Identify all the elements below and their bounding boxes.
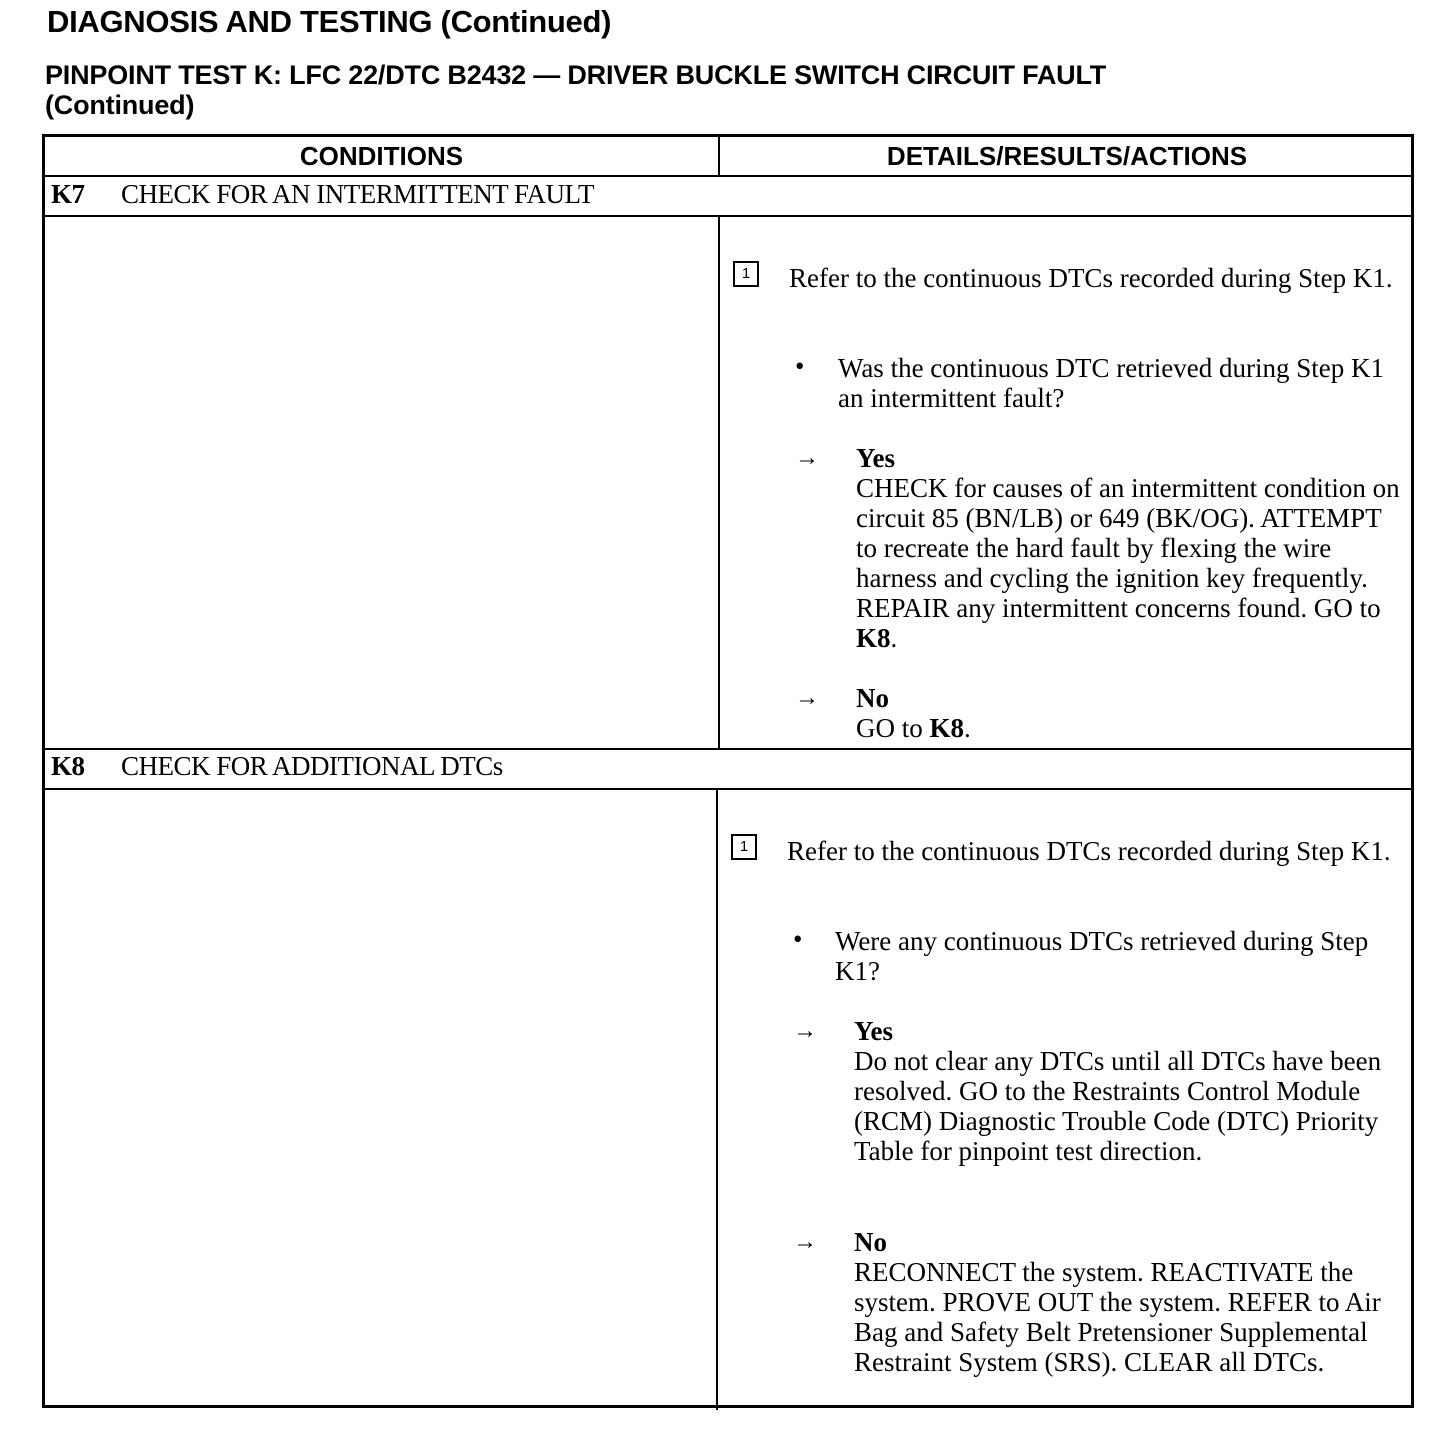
- step-header-k7: [51, 179, 594, 210]
- column-header-conditions: CONDITIONS: [299, 141, 464, 171]
- bullet-icon: •: [795, 351, 805, 381]
- outcome-end: .: [964, 713, 971, 743]
- step-code: K7: [51, 179, 85, 209]
- outcome-text: Do not clear any DTCs until all DTCs have been resolved. GO to the Restraints Control Module (RCM) Diagnostic Trouble Code (DTC) Priority Table for pinpoint test direction.: [854, 1046, 1382, 1166]
- outcome-no: [854, 1227, 1399, 1377]
- step-code: K8: [51, 751, 85, 781]
- column-header-details: DETAILS/RESULTS/ACTIONS: [886, 141, 1248, 171]
- outcome-yes: [854, 1016, 1399, 1166]
- step-instruction: Refer to the continuous DTCs recorded during Step K1.: [787, 836, 1391, 866]
- page-title: DIAGNOSIS AND TESTING (Continued): [47, 4, 612, 39]
- outcome-label: Yes: [856, 443, 895, 473]
- outcome-end: .: [890, 623, 898, 653]
- arrow-icon: →: [793, 1229, 817, 1255]
- goto-step: K8: [929, 713, 965, 743]
- step-header-k8: [51, 751, 503, 782]
- outcome-label: Yes: [854, 1016, 893, 1046]
- outcome-label: No: [854, 1227, 887, 1257]
- arrow-icon: →: [795, 685, 819, 711]
- outcome-text: CHECK for causes of an intermittent condition on circuit 85 (BN/LB) or 649 (BK/OG). ATTEMPT to recreate the hard fault by flexing the wire harness and cycling the ignition key frequently. REPAIR any intermittent concerns found. GO to: [856, 473, 1400, 623]
- table-divider: [45, 788, 1411, 790]
- step-instruction: Refer to the continuous DTCs recorded during Step K1.: [789, 263, 1393, 293]
- outcome-yes: [856, 443, 1401, 653]
- outcome-label: No: [856, 683, 889, 713]
- table-divider: [45, 215, 1411, 217]
- outcome-text: RECONNECT the system. REACTIVATE the system. PROVE OUT the system. REFER to Air Bag and Safety Belt Pretensioner Supplemental Restraint System (SRS). CLEAR all DTCs.: [854, 1257, 1381, 1377]
- arrow-icon: →: [793, 1018, 817, 1044]
- arrow-icon: →: [795, 445, 819, 471]
- column-divider: [718, 217, 720, 749]
- test-title-line2: (Continued): [45, 90, 195, 120]
- step-question: Was the continuous DTC retrieved during Step K1 an intermittent fault?: [838, 353, 1384, 413]
- diagnosis-table: [42, 134, 1414, 1408]
- table-divider: [45, 175, 1411, 177]
- test-title-line1: PINPOINT TEST K: LFC 22/DTC B2432 — DRIVER BUCKLE SWITCH CIRCUIT FAULT: [45, 60, 1107, 90]
- step-number-box: 1: [731, 834, 757, 860]
- step-number-box: 1: [733, 261, 759, 287]
- outcome-text: GO to: [856, 713, 930, 743]
- bullet-icon: •: [793, 924, 803, 954]
- column-divider: [718, 137, 720, 177]
- table-divider: [45, 748, 1411, 750]
- step-title: CHECK FOR AN INTERMITTENT FAULT: [121, 179, 595, 209]
- step-question: Were any continuous DTCs retrieved during Step K1?: [835, 926, 1369, 986]
- outcome-no: [856, 683, 1401, 743]
- step-title: CHECK FOR ADDITIONAL DTCs: [121, 751, 503, 781]
- column-divider: [716, 790, 718, 1410]
- goto-step: K8: [856, 623, 891, 653]
- test-title: [45, 60, 1405, 120]
